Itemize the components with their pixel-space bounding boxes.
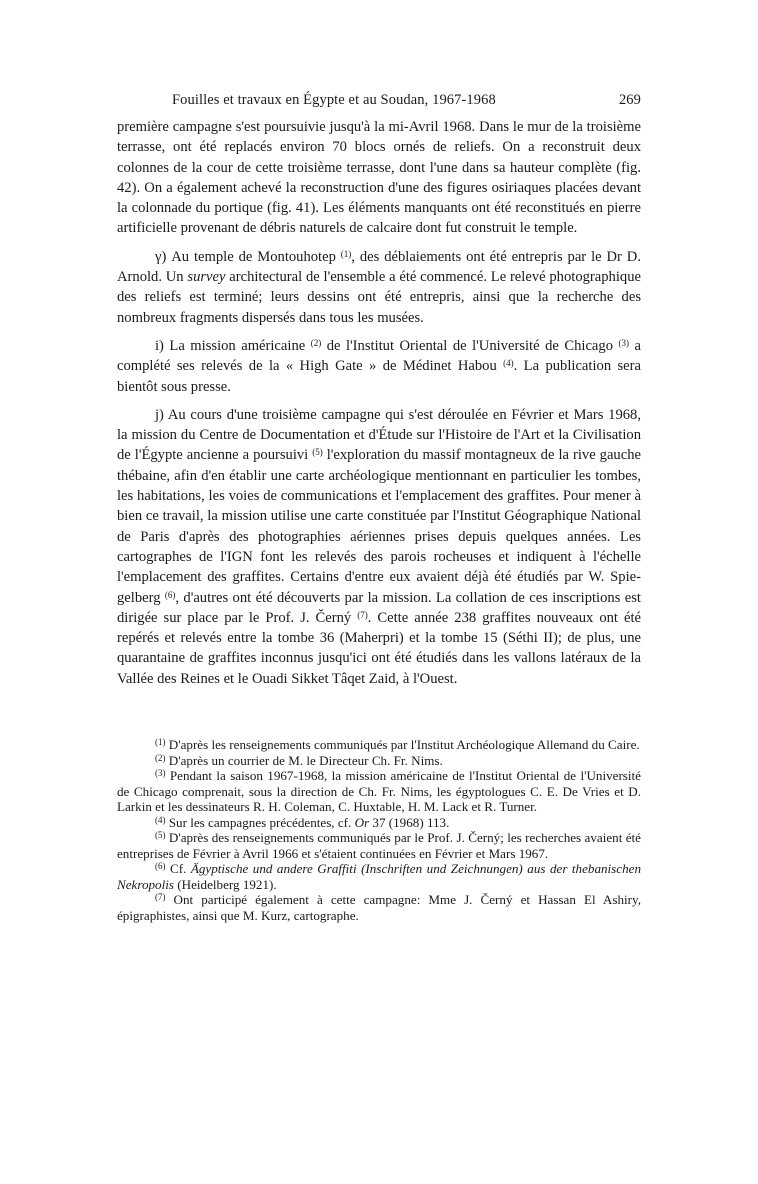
italic-term: survey xyxy=(187,269,226,286)
document-page xyxy=(117,92,641,923)
footnote-text: D'après un courrier de M. le Directeur Ch. Fr. Nims. xyxy=(165,752,443,768)
body-text xyxy=(117,117,641,689)
footnotes xyxy=(117,737,641,923)
footnote-mark: (3) xyxy=(155,768,166,779)
footnote-2 xyxy=(117,753,641,769)
footnote-7 xyxy=(117,892,641,923)
footnote-text: Sur les campagnes précédentes, cf. xyxy=(165,814,355,830)
footnote-ref: (7) xyxy=(357,609,368,620)
text-run: . Cette année 238 graffites nouveaux ont été repérés et relevés entre la tombe 36 (Maherpri) et la tombe 15 (Séthi II); de plus, une quarantaine de graffites inconnus jusqu'ici ont été étudiés dans les vallons latéraux de la Vallée des Reines et le Ouadi Sikket Tâqet Zaid, à l'Ouest. xyxy=(117,609,642,687)
paragraph-montouhotep xyxy=(117,247,641,328)
text-run: de l'Institut Oriental de l'Université de Chicago xyxy=(321,337,619,354)
footnote-ref: (5) xyxy=(312,447,323,458)
footnote-6 xyxy=(117,861,641,892)
footnote-text: Pendant la saison 1967-1968, la mission américaine de l'Institut Oriental de l'Université de Chicago comprenait, sous la direction de Ch. Fr. Nims, les égyptologues C. E. De Vries et D. Larkin et les dessinateurs R. H. Coleman, C. Huxtable, H. M. Lack et R. Turner. xyxy=(117,768,641,815)
page-number: 269 xyxy=(618,92,641,108)
text-run: l'exploration du massif montagneux de la rive gauche thébaine, afin d'en établir une carte archéologique mentionnant en particulier les tombes, les habitations, les voies de communications et l'emplacement des graffites. Pour mener à bien ce travail, la mission utilise une carte constituée par l'Institut Géographique National de Paris d'après des photographies aériennes prises depuis quelques années. Les cartographes de l'IGN font les relevés des parois rocheuses et indiquent à l'échelle l'emplacement des graffites. Certains d'entre eux avaient déjà été étudiés par W. Spiegelberg xyxy=(117,447,641,606)
paragraph-chicago xyxy=(117,336,641,397)
footnote-text: Cf. xyxy=(165,861,191,877)
text-run: γ) Au temple de Montouhotep xyxy=(155,248,341,265)
text-run: . La publication sera bientôt sous presse. xyxy=(117,358,641,395)
text-run: architectural de l'ensemble a été commencé. Le relevé photographique des reliefs est terminé; leurs dessins ont été entrepris, ainsi que la recherche des nombreux fragments dispersés dans tous les musées. xyxy=(117,269,641,326)
footnote-text: D'après des renseignements communiqués par le Prof. J. Černý; les recherches avaient été entreprises de Février à Avril 1966 et s'étaient continuées en Février et Mars 1967. xyxy=(117,830,641,861)
text-run: , d'autres ont été découverts par la mission. La collation de ces inscriptions est dirigée sur place par le Prof. J. Černý xyxy=(117,589,641,626)
footnote-1 xyxy=(117,737,641,753)
text-run: a complété ses relevés de la « High Gate » de Médinet Habou xyxy=(117,337,641,375)
footnote-mark: (1) xyxy=(155,737,166,748)
footnote-mark: (6) xyxy=(155,861,166,872)
footnote-mark: (2) xyxy=(155,752,166,763)
journal-abbrev: Or xyxy=(354,814,370,830)
running-title: Fouilles et travaux en Égypte et au Soudan, 1967-1968 xyxy=(172,92,496,108)
footnote-ref: (2) xyxy=(310,337,322,348)
footnote-text: (Heidelberg 1921). xyxy=(173,876,277,892)
footnote-ref: (4) xyxy=(503,358,514,369)
text-run: , des déblaiements ont été entrepris par le Dr D. Arnold. Un xyxy=(117,248,641,286)
footnote-text: Ont participé également à cette campagne: Mme J. Černý et Hassan El Ashiry, épigraphistes, ainsi que M. Kurz, cartographe. xyxy=(117,892,641,923)
footnote-text: 37 (1968) 113. xyxy=(369,814,450,830)
footnote-4 xyxy=(117,815,641,831)
footnote-ref: (6) xyxy=(164,589,176,600)
footnote-ref: (1) xyxy=(340,248,352,259)
text-run: i) La mission américaine xyxy=(155,337,311,354)
footnote-text: D'après les renseignements communiqués par l'Institut Archéologique Allemand du Caire. xyxy=(165,737,640,753)
book-title: Ägyptische und andere Graffiti (Inschriften und Zeichnungen) aus der thebanischen Nekropolis xyxy=(117,861,641,892)
running-header xyxy=(172,92,641,109)
paragraph-cedae xyxy=(117,405,641,689)
paragraph-temple-terrasse: première campagne s'est poursuivie jusqu'à la mi-Avril 1968. Dans le mur de la troisième terrasse, ont été replacés environ 70 blocs ornés de reliefs. On a reconstruit deux colonnes de la cour de cette troisième terrasse, dont l'une dans sa hauteur complète (fig. 42). On a également achevé la reconstruction d'une des figures osiriaques placées devant la colonnade du portique (fig. 41). Les éléments manquants ont été reconstitués en pierre artificielle provenant de débris naturels de calcaire dont fut construit le temple. xyxy=(117,119,641,237)
footnote-mark: (4) xyxy=(155,814,166,825)
footnote-5 xyxy=(117,830,641,861)
text-run: j) Au cours d'une troisième campagne qui s'est déroulée en Février et Mars 1968, la mission du Centre de Documentation et d'Étude sur l'Histoire de l'Art et la Civilisation de l'Égypte ancienne a poursuivi xyxy=(117,406,641,464)
footnote-3 xyxy=(117,768,641,815)
footnote-ref: (3) xyxy=(618,337,629,348)
footnote-mark: (5) xyxy=(155,830,166,841)
footnote-mark: (7) xyxy=(155,892,166,903)
